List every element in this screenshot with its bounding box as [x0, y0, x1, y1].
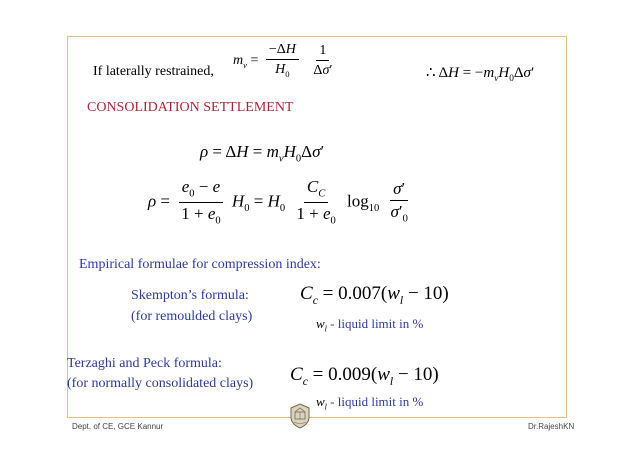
- skempton-note-text: - liquid limit in %: [330, 316, 424, 331]
- rho-equation-2: ρ = $\frac{e_0 - e}{1 + e_0}$ $H_0 = H_0$ $\frac{C_C}{1 + e_0}$ $\log_{10}$ $\frac{\sigma'}{\sigma'_0}$: [148, 177, 408, 227]
- mv-equation: $m_v$ = $\frac{-\Delta H}{H_0}$ $\frac{1}{\Delta\sigma'}$: [233, 42, 333, 80]
- college-emblem-icon: [289, 403, 311, 429]
- rho-equation-1: $\rho = \Delta H = m_vH_0\Delta\sigma'$: [200, 142, 325, 165]
- terzaghi-formula: $C_c = 0.009(w_l - 10)$: [290, 364, 439, 388]
- consolidation-heading: CONSOLIDATION SETTLEMENT: [87, 100, 294, 115]
- terzaghi-line-1: Terzaghi and Peck formula:: [67, 356, 222, 371]
- skempton-note: $w_l$ - liquid limit in %: [316, 316, 424, 334]
- footer-dept: Dept. of CE, GCE Kannur: [72, 422, 164, 431]
- skempton-line-1: Skempton’s formula:: [131, 288, 249, 303]
- terzaghi-line-2: (for normally consolidated clays): [67, 376, 254, 391]
- lateral-restraint-label: If laterally restrained,: [93, 64, 214, 79]
- skempton-formula: $C_c = 0.007(w_l - 10)$: [300, 283, 449, 307]
- empirical-title: Empirical formulae for compression index:: [79, 257, 321, 272]
- terzaghi-note-text: - liquid limit in %: [330, 394, 424, 409]
- footer-author: Dr.RajeshKN: [528, 422, 575, 431]
- skempton-line-2: (for remoulded clays): [131, 309, 253, 324]
- delta-h-equation: ∴ $\Delta H = -m_vH_0\Delta\sigma'$: [426, 65, 535, 84]
- terzaghi-note: $w_l$ - liquid limit in %: [316, 394, 424, 412]
